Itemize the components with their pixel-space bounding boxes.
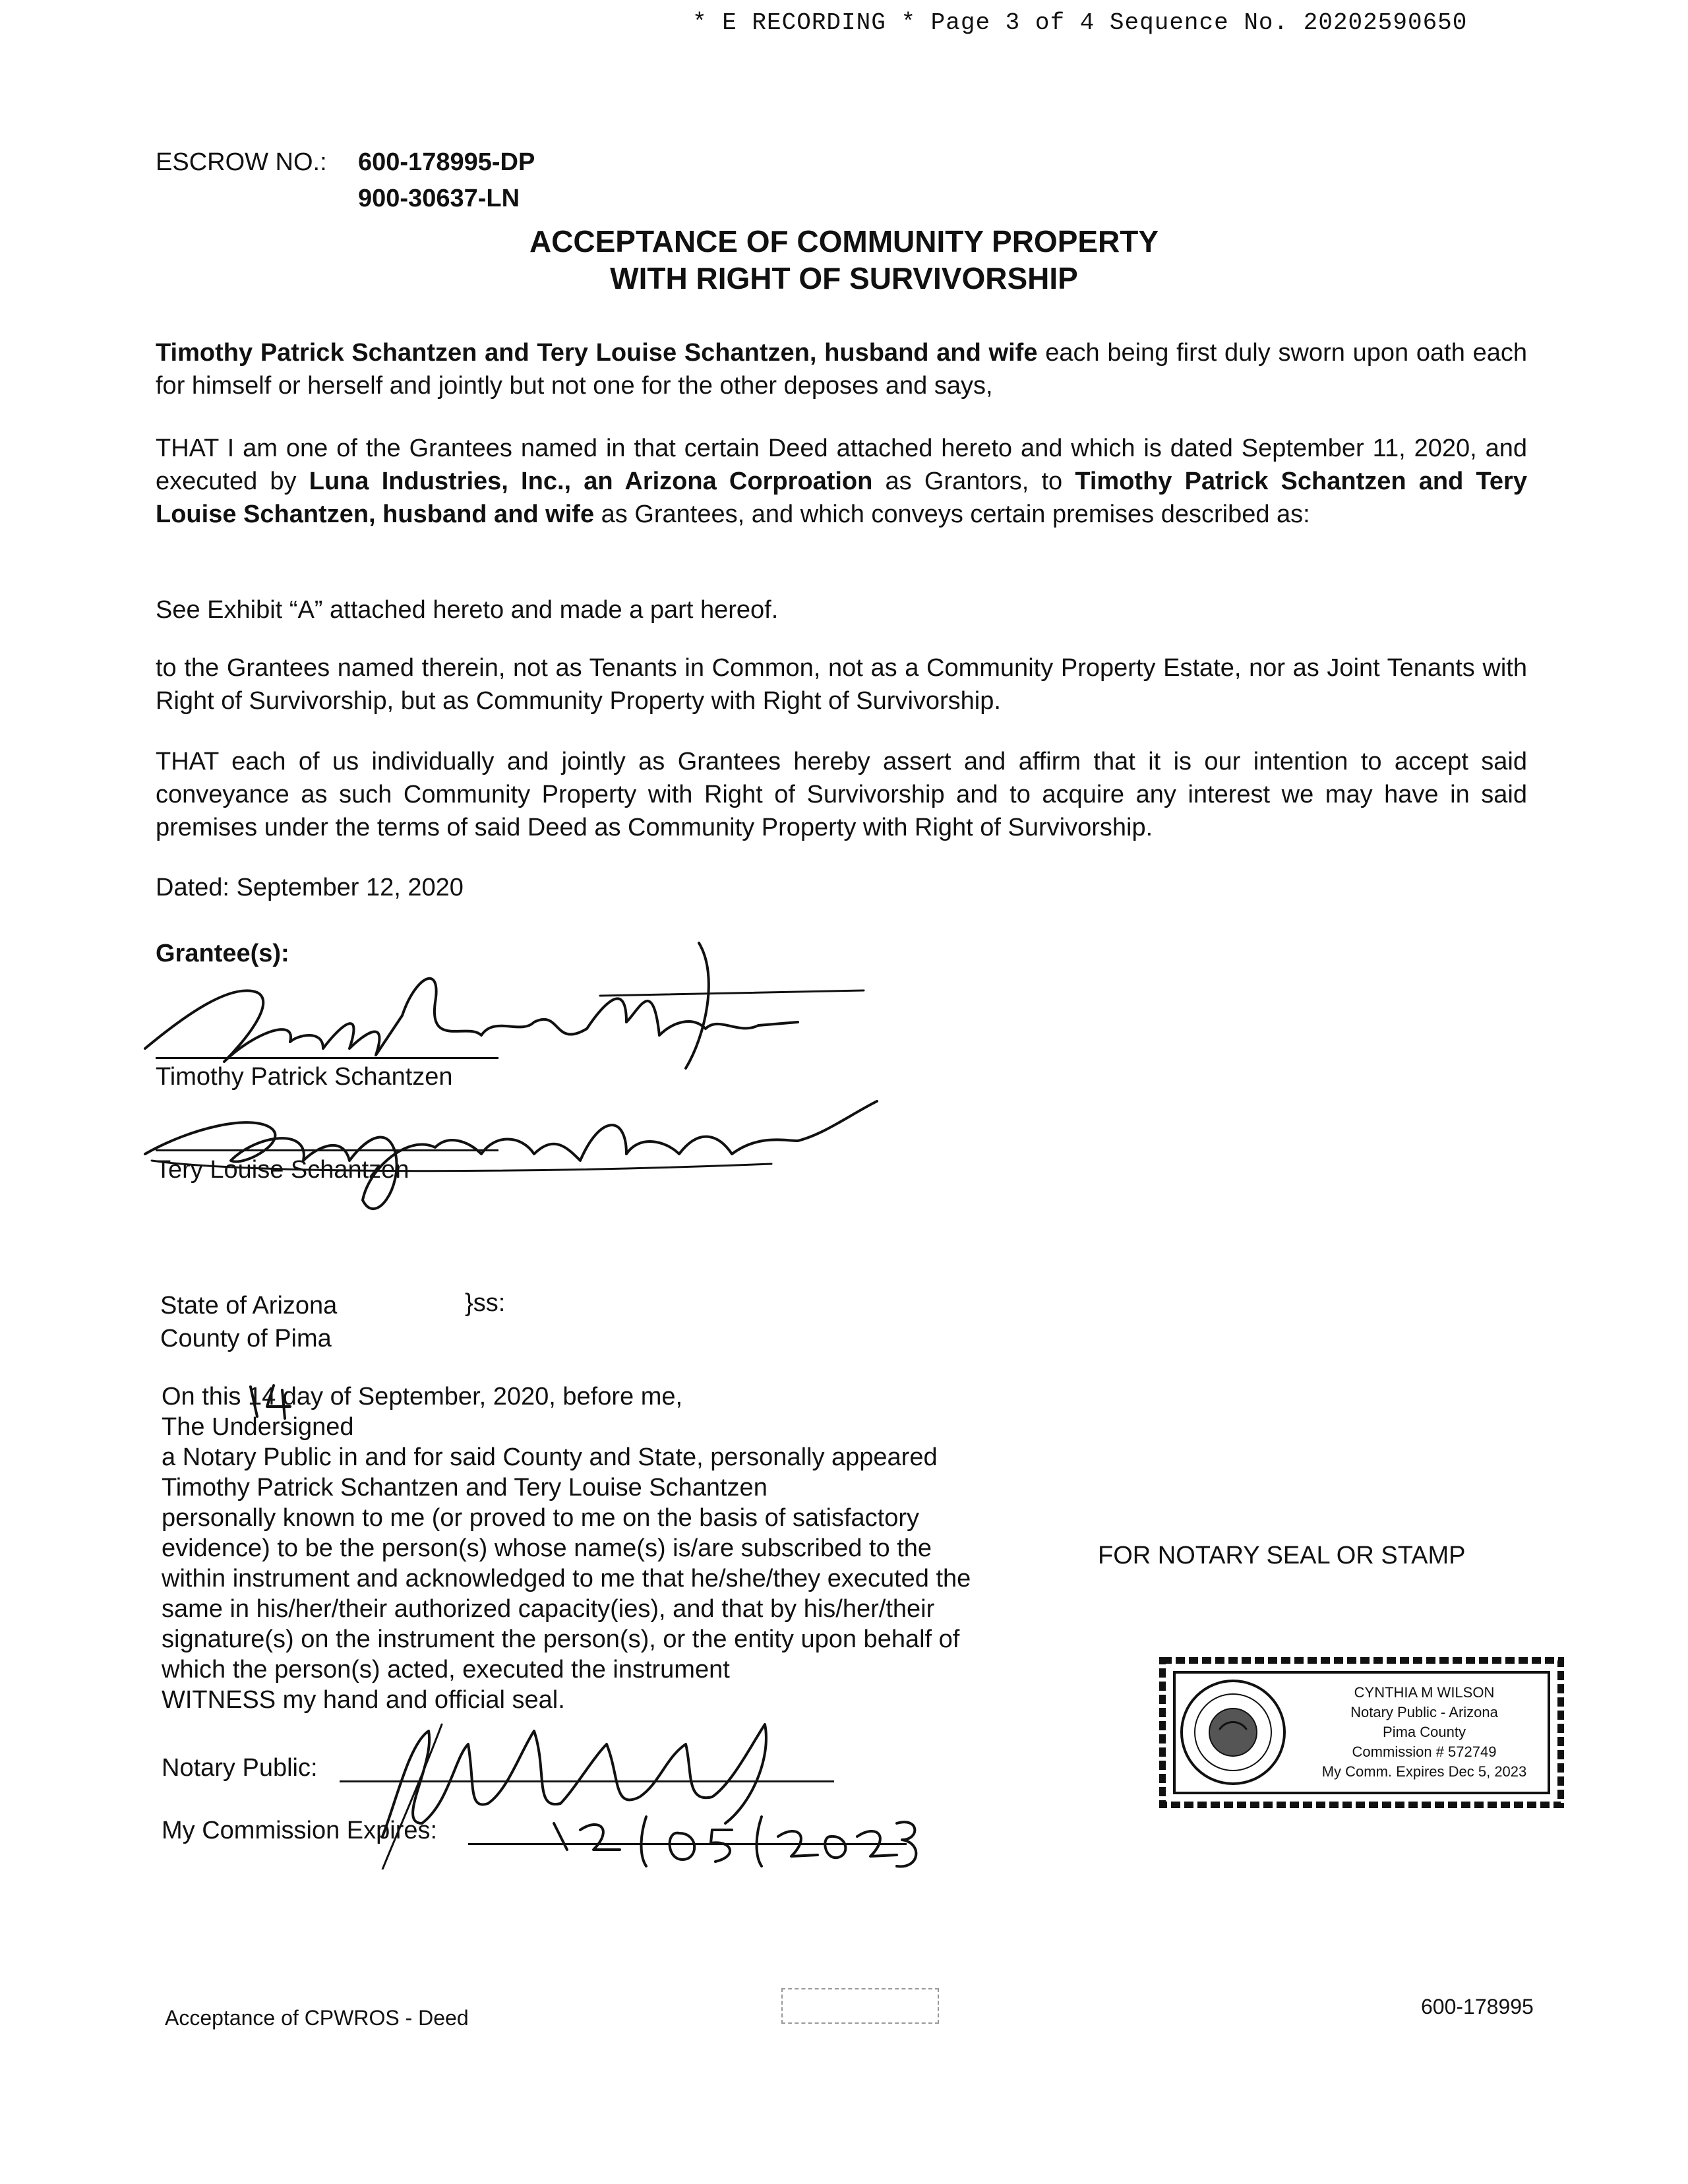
notary-line: same in his/her/their authorized capacity(ies), and that by his/her/their: [162, 1595, 935, 1623]
footer-document-name: Acceptance of CPWROS - Deed: [165, 2006, 469, 2030]
paragraph-deponents: [156, 336, 1527, 402]
stamp-line: Notary Public - Arizona: [1350, 1704, 1498, 1720]
footer-blank-box: [781, 1988, 939, 2024]
venue-county: County of Pima: [160, 1325, 332, 1352]
grantee-1-name: Timothy Patrick Schantzen: [156, 1063, 453, 1091]
paragraph-exhibit: See Exhibit “A” attached hereto and made a part hereof.: [156, 596, 779, 624]
stamp-line: My Comm. Expires Dec 5, 2023: [1321, 1763, 1527, 1780]
day-handwriting: [244, 1380, 323, 1420]
escrow-label: ESCROW NO.:: [156, 148, 327, 176]
footer-file-number: 600-178995: [1421, 1995, 1534, 2018]
notary-stamp-text: [1306, 1683, 1543, 1782]
deed-text-c: as Grantees, and which conveys certain premises described as:: [594, 501, 1310, 528]
grantee-label: Grantee(s):: [156, 940, 289, 967]
notary-line: WITNESS my hand and official seal.: [162, 1686, 565, 1714]
paragraph-tenancy: to the Grantees named therein, not as Tenants in Common, not as a Community Property Estate, nor as Joint Tenants with Right of Survivorship, but as Community Property with Right of Survivorship.: [156, 654, 1527, 715]
notary-line: signature(s) on the instrument the person(s), or the entity upon behalf of: [162, 1625, 960, 1653]
escrow-number-2: 900-30637-LN: [358, 185, 520, 212]
grantee-signatures: [125, 936, 884, 1240]
stamp-line: Commission # 572749: [1352, 1744, 1497, 1760]
venue-state: State of Arizona: [160, 1292, 338, 1320]
paragraph-deed: [156, 432, 1527, 531]
commission-expires-label: My Commission Expires:: [162, 1817, 438, 1844]
paragraph-affirmation: THAT each of us individually and jointly as Grantees hereby assert and affirm that it is our intention to accept said conveyance as such Community Property with Right of Survivorship and to acquire any interest we may have in said premises under the terms of said Deed as Community Property with Right of Survivorship.: [156, 748, 1527, 841]
notary-line: within instrument and acknowledged to me that he/she/they executed the: [162, 1565, 971, 1592]
notary-line: evidence) to be the person(s) whose name(s) is/are subscribed to the: [162, 1534, 932, 1562]
title-line-1: ACCEPTANCE OF COMMUNITY PROPERTY: [529, 224, 1159, 258]
notary-public-label: Notary Public:: [162, 1754, 318, 1782]
deponent-text: each being first duly sworn upon oath each for himself or herself and jointly but not one for the other deposes and says,: [156, 339, 1527, 400]
document-title: [396, 223, 1292, 297]
escrow-number-1: 600-178995-DP: [358, 148, 535, 176]
dated-line: Dated: September 12, 2020: [156, 874, 464, 901]
grantee-2-name: Tery Louise Schantzen: [156, 1156, 409, 1184]
grantor-name: Luna Industries, Inc., an Arizona Corproation: [309, 468, 873, 495]
deed-text-b: as Grantors, to: [872, 468, 1075, 495]
deponent-names: Timothy Patrick Schantzen and Tery Louise Schantzen, husband and wife: [156, 339, 1038, 367]
notary-line: a Notary Public in and for said County and State, personally appeared: [162, 1443, 938, 1471]
venue-block: [160, 1289, 337, 1355]
venue-ss: }ss:: [465, 1289, 506, 1317]
notary-line: On this 14 day of September, 2020, before me,: [162, 1383, 683, 1410]
notary-line: which the person(s) acted, executed the instrument: [162, 1656, 730, 1684]
recording-header: * E RECORDING * Page 3 of 4 Sequence No. 20202590650: [692, 9, 1468, 36]
grantee-names: Timothy Patrick Schantzen and Tery Louise Schantzen, husband and wife: [156, 468, 1527, 528]
title-line-2: WITH RIGHT OF SURVIVORSHIP: [610, 261, 1078, 295]
commission-date-handwriting: [541, 1804, 923, 1876]
deed-text-a: THAT I am one of the Grantees named in that certain Deed attached hereto and which is dated September 11, 2020, and executed by: [156, 435, 1527, 495]
notary-line: Timothy Patrick Schantzen and Tery Louise Schantzen: [162, 1474, 768, 1502]
seal-caption: FOR NOTARY SEAL OR STAMP: [1098, 1542, 1466, 1569]
notary-acknowledgment: [162, 1381, 1058, 1715]
notary-line: The Undersigned: [162, 1413, 354, 1441]
stamp-line: CYNTHIA M WILSON: [1354, 1684, 1495, 1701]
notary-line: personally known to me (or proved to me on the basis of satisfactory: [162, 1504, 919, 1532]
stamp-line: Pima County: [1383, 1724, 1466, 1740]
